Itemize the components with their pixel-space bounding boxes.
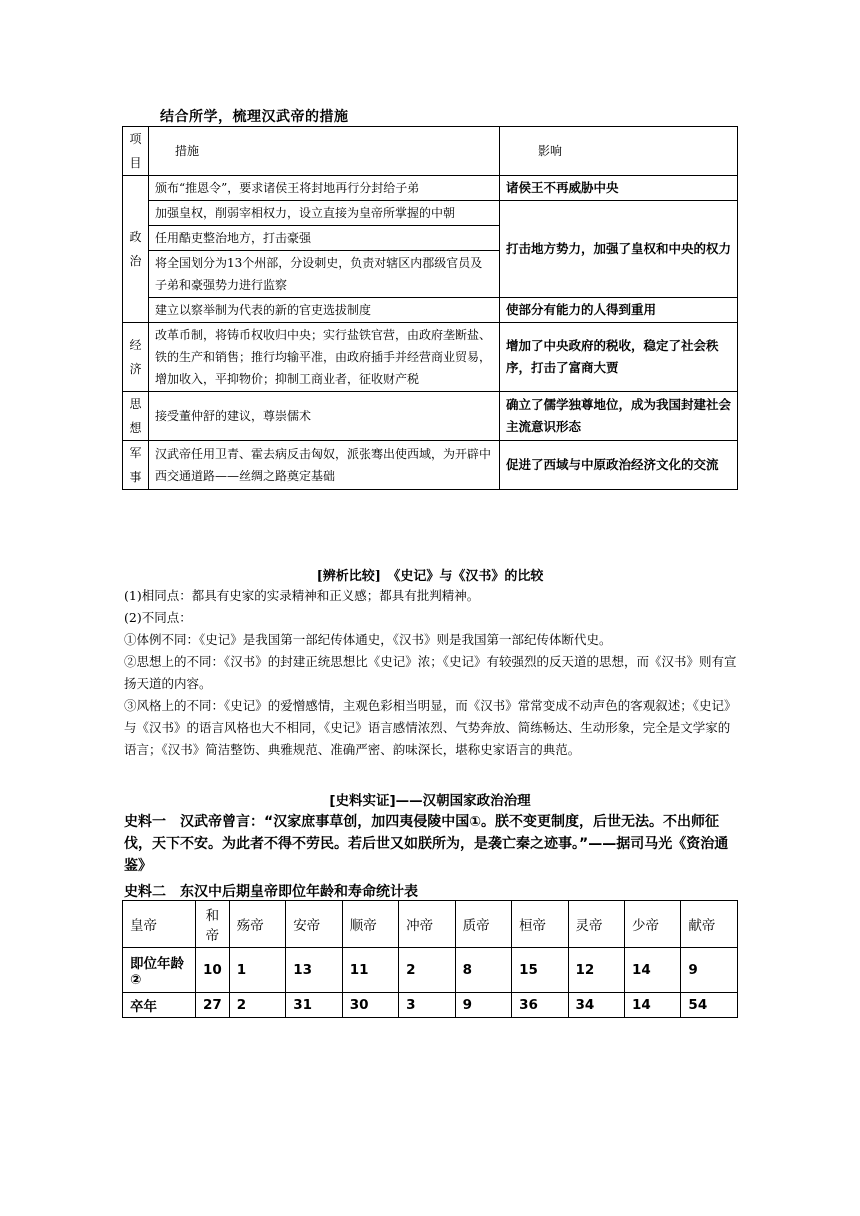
- death-cell: 14: [624, 993, 680, 1018]
- table-row: [123, 441, 738, 490]
- effect-cell: 使部分有能力的人得到重用: [500, 298, 738, 323]
- death-cell: 30: [342, 993, 398, 1018]
- compare-difference-heading: (2)不同点：: [124, 610, 192, 625]
- age-cell: 15: [512, 948, 568, 993]
- age-cell: 2: [399, 948, 455, 993]
- effect-cell: 打击地方势力，加强了皇权和中央的权力: [500, 201, 738, 298]
- effect-cell: 促进了西域与中原政治经济文化的交流: [500, 441, 738, 490]
- measure-cell: 加强皇权，削弱宰相权力，设立直接为皇帝所掌握的中朝: [149, 201, 500, 226]
- header-item: 项目: [123, 127, 149, 176]
- measure-cell: 汉武帝任用卫青、霍去病反击匈奴，派张骞出使西域，为开辟中西交通道路——丝绸之路奠定基础: [149, 441, 500, 490]
- death-cell: 34: [568, 993, 624, 1018]
- table-header-row: [123, 127, 738, 176]
- death-cell: 9: [455, 993, 511, 1018]
- emperor-cell: 灵帝: [568, 901, 624, 948]
- emperor-table: [122, 900, 738, 1018]
- measure-cell: 改革币制，将铸币权收归中央；实行盐铁官营，由政府垄断盐、铁的生产和销售；推行均输平准，由政府插手并经营商业贸易，增加收入，平抑物价；抑制工商业者，征收财产税: [149, 323, 500, 392]
- category-military: 军事: [123, 441, 149, 490]
- source-one: 史料一 汉武帝曾言：“汉家庶事草创，加四夷侵陵中国①。朕不变更制度，后世无法。不出师征伐，天下不安。为此者不得不劳民。若后世又如朕所为，是袭亡秦之迹事。”——据司马光《资治通鉴》: [124, 814, 729, 874]
- emperor-cell: 桓帝: [512, 901, 568, 948]
- death-cell: 54: [681, 993, 738, 1018]
- category-thought: 思想: [123, 392, 149, 441]
- compare-similarity: (1)相同点：都具有史家的实录精神和正义感；都具有批判精神。: [124, 588, 480, 603]
- measure-cell: 任用酷吏整治地方，打击豪强: [149, 226, 500, 251]
- death-cell: 2: [229, 993, 285, 1018]
- header-effects: 影响: [500, 127, 738, 176]
- sources-title: [史料实证]——汉朝国家政治治理: [329, 793, 531, 809]
- table-row: [123, 392, 738, 441]
- effect-cell: 确立了儒学独尊地位，成为我国封建社会主流意识形态: [500, 392, 738, 441]
- row-label-age: 即位年龄②: [123, 948, 196, 993]
- row-label-death: 卒年: [123, 993, 196, 1018]
- emperor-cell: 冲帝: [399, 901, 455, 948]
- table-row: [123, 176, 738, 201]
- measure-cell: 颁布“推恩令”，要求诸侯王将封地再行分封给子弟: [149, 176, 500, 201]
- age-cell: 9: [681, 948, 738, 993]
- measure-cell: 将全国划分为13个州部，分设刺史，负责对辖区内郡级官员及子弟和豪强势力进行监察: [149, 251, 500, 298]
- effect-cell: 增加了中央政府的税收，稳定了社会秩序，打击了富商大贾: [500, 323, 738, 392]
- category-economy: 经济: [123, 323, 149, 392]
- table-row: [123, 201, 738, 226]
- age-cell: 8: [455, 948, 511, 993]
- emperor-name-row: [123, 901, 738, 948]
- age-cell: 14: [624, 948, 680, 993]
- emperor-cell: 质帝: [455, 901, 511, 948]
- emperor-cell: 顺帝: [342, 901, 398, 948]
- effect-cell: 诸侯王不再威胁中央: [500, 176, 738, 201]
- age-cell: 10: [196, 948, 230, 993]
- compare-difference-2: ②思想上的不同：《汉书》的封建正统思想比《史记》浓；《史记》有较强烈的反天道的思想，而《汉书》则有宣扬天道的内容。: [124, 654, 737, 691]
- emperor-cell: 少帝: [624, 901, 680, 948]
- emperor-cell: 安帝: [286, 901, 342, 948]
- emperor-cell: 献帝: [681, 901, 738, 948]
- table-row: [123, 298, 738, 323]
- compare-difference-3: ③风格上的不同：《史记》的爱憎感情，主观色彩相当明显，而《汉书》常常变成不动声色的客观叙述；《史记》与《汉书》的语言风格也大不相同，《史记》语言感情浓烈、气势奔放、简练畅达、生动形象，完全是文学家的语言；《汉书》简洁整饬、典雅规范、准确严密、韵味深长，堪称史家语言的典范。: [124, 698, 737, 757]
- age-cell: 1: [229, 948, 285, 993]
- compare-difference-1: ①体例不同：《史记》是我国第一部纪传体通史，《汉书》则是我国第一部纪传体断代史。: [124, 632, 612, 647]
- compare-title: [辨析比较] 《史记》与《汉书》的比较: [316, 569, 544, 584]
- death-age-row: [123, 993, 738, 1018]
- section-title: 结合所学，梳理汉武帝的措施: [160, 109, 349, 125]
- death-cell: 27: [196, 993, 230, 1018]
- measures-table: [122, 126, 738, 490]
- death-cell: 36: [512, 993, 568, 1018]
- age-cell: 12: [568, 948, 624, 993]
- accession-age-row: [123, 948, 738, 993]
- header-measures: 措施: [149, 127, 500, 176]
- death-cell: 31: [286, 993, 342, 1018]
- emperor-cell: 殇帝: [229, 901, 285, 948]
- emperor-cell: 和帝: [196, 901, 230, 948]
- row-label-emperor: 皇帝: [123, 901, 196, 948]
- age-cell: 13: [286, 948, 342, 993]
- measure-cell: 建立以察举制为代表的新的官吏选拔制度: [149, 298, 500, 323]
- source-two-title: 史料二 东汉中后期皇帝即位年龄和寿命统计表: [124, 884, 418, 900]
- death-cell: 3: [399, 993, 455, 1018]
- measure-cell: 接受董仲舒的建议，尊崇儒术: [149, 392, 500, 441]
- age-cell: 11: [342, 948, 398, 993]
- table-row: [123, 323, 738, 392]
- category-politics: 政治: [123, 176, 149, 323]
